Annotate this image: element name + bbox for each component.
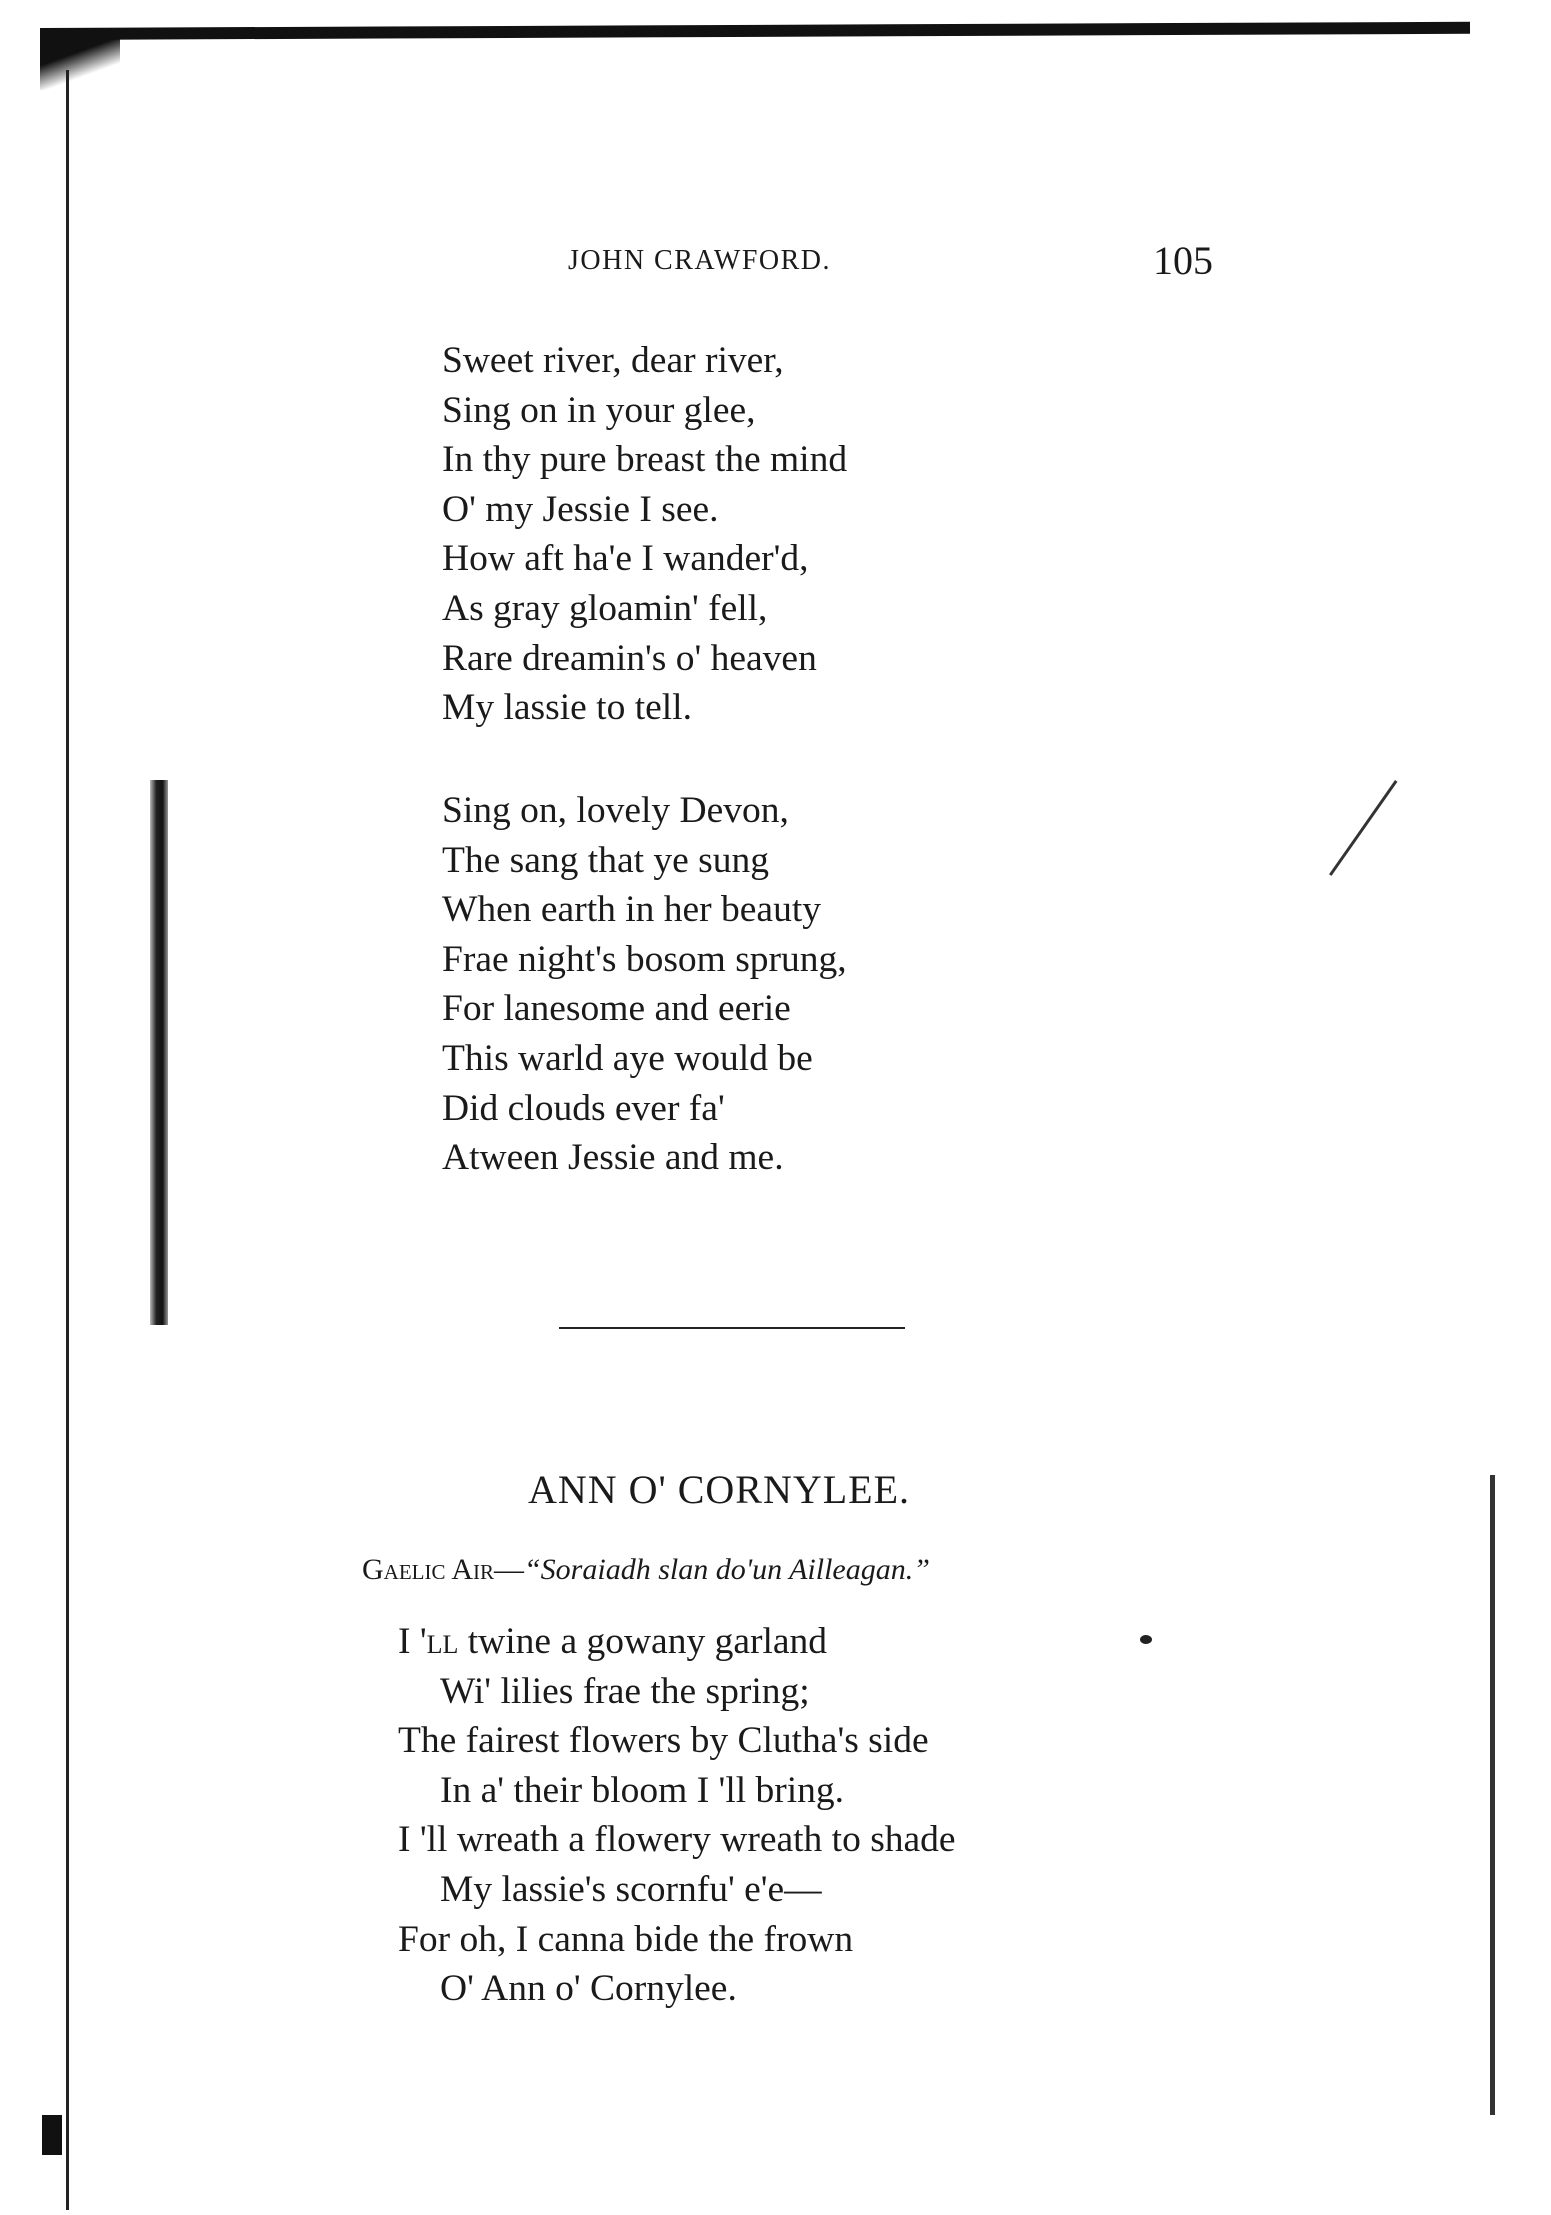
poem-line: In a' their bloom I 'll bring. xyxy=(440,1769,845,1811)
poem-line: The sang that ye sung xyxy=(442,839,770,881)
top-left-ink-smudge xyxy=(40,30,120,90)
stanza-2 xyxy=(442,786,847,1183)
poem-line: For lanesome and eerie xyxy=(442,988,791,1030)
left-border-rule xyxy=(66,70,69,2210)
bottom-left-ink-mark xyxy=(42,2115,62,2155)
poem-line: My lassie to tell. xyxy=(442,687,692,729)
right-margin-ink-mark xyxy=(1490,1475,1495,2115)
opening-word: I 'll xyxy=(398,1621,459,1662)
stray-pen-stroke xyxy=(1329,780,1397,876)
poem-line: Sweet river, dear river, xyxy=(442,340,784,381)
air-label: Gaelic Air xyxy=(362,1553,494,1586)
poem-line: The fairest flowers by Clutha's side xyxy=(398,1720,929,1762)
top-border-rule xyxy=(40,22,1470,40)
poem-line: O' my Jessie I see. xyxy=(442,488,719,530)
page-number: 105 xyxy=(1153,238,1213,283)
poem-line: When earth in her beauty xyxy=(442,889,821,931)
air-attribution xyxy=(362,1553,930,1587)
stanza-1 xyxy=(442,336,847,733)
air-title: “Soraiadh slan do'un Ailleagan.” xyxy=(524,1553,930,1586)
poem-line: Did clouds ever fa' xyxy=(442,1087,725,1129)
poem-line: O' Ann o' Cornylee. xyxy=(440,1968,737,2010)
song-title: ANN O' CORNYLEE. xyxy=(527,1467,911,1512)
poem-line: My lassie's scornfu' e'e— xyxy=(440,1868,822,1910)
stanza-3 xyxy=(398,1617,956,2014)
poem-line: This warld aye would be xyxy=(442,1037,813,1079)
poem-line: Wi' lilies frae the spring; xyxy=(440,1670,810,1712)
poem-line: Frae night's bosom sprung, xyxy=(442,938,847,980)
poem-line: Sing on, lovely Devon, xyxy=(442,790,789,831)
section-divider xyxy=(559,1327,905,1329)
poem-line: In thy pure breast the mind xyxy=(442,439,848,481)
poem-line: I 'll wreath a flowery wreath to shade xyxy=(398,1819,956,1861)
running-head: JOHN CRAWFORD. xyxy=(568,245,832,276)
poem-line xyxy=(398,1617,956,1667)
poem-line: Atween Jessie and me. xyxy=(442,1137,784,1179)
poem-line: Sing on in your glee, xyxy=(442,389,756,431)
poem-line-text: twine a gowany garland xyxy=(467,1621,828,1662)
air-separator: — xyxy=(494,1553,524,1586)
poem-line: How aft ha'e I wander'd, xyxy=(442,538,809,580)
poem-line: As gray gloamin' fell, xyxy=(442,587,768,629)
poem-line: Rare dreamin's o' heaven xyxy=(442,637,817,679)
left-margin-ink-mark xyxy=(150,780,168,1325)
stray-ink-dot xyxy=(1140,1635,1152,1644)
poem-line: For oh, I canna bide the frown xyxy=(398,1918,854,1960)
